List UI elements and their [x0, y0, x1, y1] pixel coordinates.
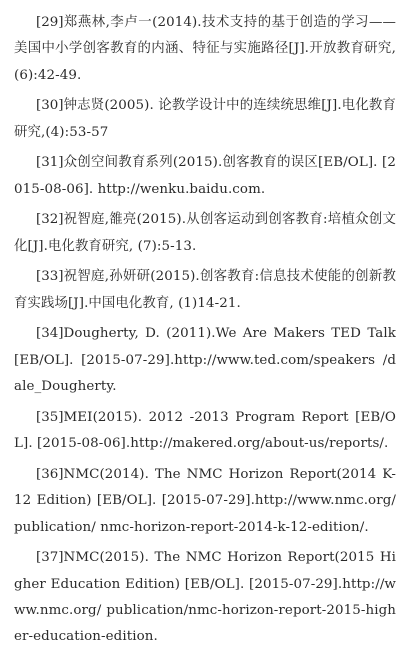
reference-text: MEI(2015). 2012 -2013 Program Report [EB/OL]. [2015-08-06].http://makered.org/about-us/reports/. [14, 409, 396, 452]
reference-number: [31] [36, 155, 64, 171]
reference-entry [14, 93, 396, 146]
reference-text: Dougherty, D. (2011).We Are Makers TED Talk [EB/OL]. [2015-07-29].http://www.ted.com/speakers /dale_Dougherty. [14, 326, 396, 395]
reference-entry [14, 321, 396, 400]
reference-number: [29] [36, 15, 64, 30]
reference-text: 祝智庭,雒亮(2015).从创客运动到创客教育:培植众创文化[J].电化教育研究, (7):5-13. [14, 212, 396, 254]
reference-number: [32] [36, 212, 64, 228]
reference-number: [35] [36, 409, 64, 425]
reference-entry [14, 264, 396, 317]
reference-entry [14, 10, 396, 89]
reference-text: 郑燕林,李卢一(2014).技术支持的基于创造的学习——美国中小学创客教育的内涵、特征与实施路径[J].开放教育研究,(6):42-49. [14, 15, 396, 83]
reference-number: [30] [36, 98, 64, 114]
reference-text: NMC(2014). The NMC Horizon Report(2014 K-12 Edition) [EB/OL]. [2015-07-29].http://www.nmc.org/publication/ nmc-horizon-report-2014-k-12-edition/. [14, 466, 396, 535]
reference-number: [37] [36, 550, 64, 566]
reference-entry [14, 150, 396, 203]
reference-text: NMC(2015). The NMC Horizon Report(2015 Higher Education Edition) [EB/OL]. [2015-07-29].http://www.nmc.org/ publication/nmc-horizon-report-2015-higher-education-edition. [14, 550, 396, 645]
reference-number: [36] [36, 466, 64, 482]
reference-entry [14, 207, 396, 260]
reference-number: [33] [36, 269, 64, 285]
reference-text: 钟志贤(2005). 论教学设计中的连续统思维[J].电化教育研究,(4):53-57 [14, 98, 396, 140]
reference-text: 众创空间教育系列(2015).创客教育的误区[EB/OL]. [2015-08-06]. http://wenku.baidu.com. [14, 155, 396, 197]
reference-entry [14, 462, 396, 541]
reference-text: 祝智庭,孙妍研(2015).创客教育:信息技术使能的创新教育实践场[J].中国电化教育, (1)14-21. [14, 269, 396, 311]
reference-entry [14, 545, 396, 651]
reference-entry [14, 405, 396, 458]
reference-number: [34] [36, 326, 64, 342]
